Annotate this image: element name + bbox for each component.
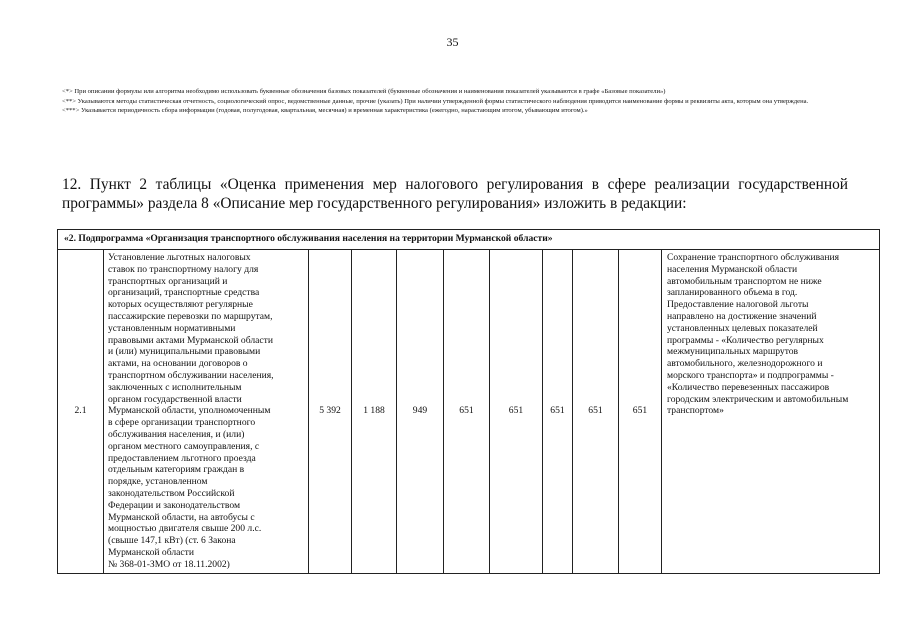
footnote-1: <*> При описании формулы или алгоритма необходимо использовать буквенные обозначения базовых показателей (буквенные обозначения и наименования показателей указываются в графе «Базовые показатели») bbox=[62, 88, 666, 95]
subprogram-title: «2. Подпрограмма «Организация транспортного обслуживания населения на территории Мурманской области» bbox=[58, 230, 880, 250]
value-cell-3: 949 bbox=[397, 250, 444, 574]
value-cell-6: 651 bbox=[543, 250, 573, 574]
measure-description bbox=[104, 250, 309, 574]
value-cell-4: 651 bbox=[444, 250, 490, 574]
result-description bbox=[662, 250, 880, 574]
footnote-3: <***> Указывается периодичность сбора информации (годовая, полугодовая, квартальная, месячная) и временная характеристика (ежегодно, нарастающим итогом, убывающим итогом).» bbox=[62, 106, 588, 114]
measure-text: Установление льготных налоговых ставок по транспортному налогу для транспортных организаций и организаций, транспортные средства которых осуществляют регулярные пассажирские перевозки по маршрутам, установленным нормативными правовыми актами Мурманской области и (или) муниципальными правовыми актами, на основании договоров о транспортном обслуживании населения, заключенных с исполнительным органом государственной власти Мурманской области, уполномоченным в сфере организации транспортного обслуживания населения, и (или) органом местного самоуправления, с предоставлением льготного проезда отдельным категориям граждан в порядке, установленном законодательством Российской Федерации и законодательством Мурманской области, на автобусы с мощностью двигателя свыше 200 л.с. (свыше 147,1 кВт) (ст. 6 Закона Мурманской области № 368-01-ЗМО от 18.11.2002) bbox=[108, 252, 274, 570]
footnotes bbox=[62, 88, 842, 115]
footnote-2: <**> Указываются методы статистическая отчетность, социологический опрос, ведомственные данные, прочие (указать) При наличии утвержденной формы статистического наблюдения приводится наименование формы и реквизиты акта, которым она утверждена. bbox=[62, 98, 809, 106]
tax-regulation-table bbox=[57, 229, 880, 574]
table-row bbox=[58, 250, 880, 574]
page-number: 35 bbox=[446, 35, 459, 49]
value-cell-7: 651 bbox=[573, 250, 619, 574]
value-cell-5: 651 bbox=[490, 250, 543, 574]
value-cell-8: 651 bbox=[619, 250, 662, 574]
value-cell-2: 1 188 bbox=[352, 250, 397, 574]
amendment-heading: 12. Пункт 2 таблицы «Оценка применения мер налогового регулирования в сфере реализации государственной программы» раздела 8 «Описание мер государственного регулирования» изложить в редакции: bbox=[62, 176, 848, 212]
subprogram-header-row bbox=[58, 230, 880, 250]
result-text: Сохранение транспортного обслуживания населения Мурманской области автомобильным транспортом не ниже запланированного объема в год. Предоставление налоговой льготы направлено на достижение значений установленных целевых показателей программы - «Количество регулярных межмуниципальных маршрутов автомобильного, железнодорожного и морского транспорта» и подпрограммы - «Количество перевезенных пассажиров городским электрическим и автомобильным транспортом» bbox=[667, 252, 849, 417]
value-cell-1: 5 392 bbox=[309, 250, 352, 574]
row-number: 2.1 bbox=[58, 250, 104, 574]
